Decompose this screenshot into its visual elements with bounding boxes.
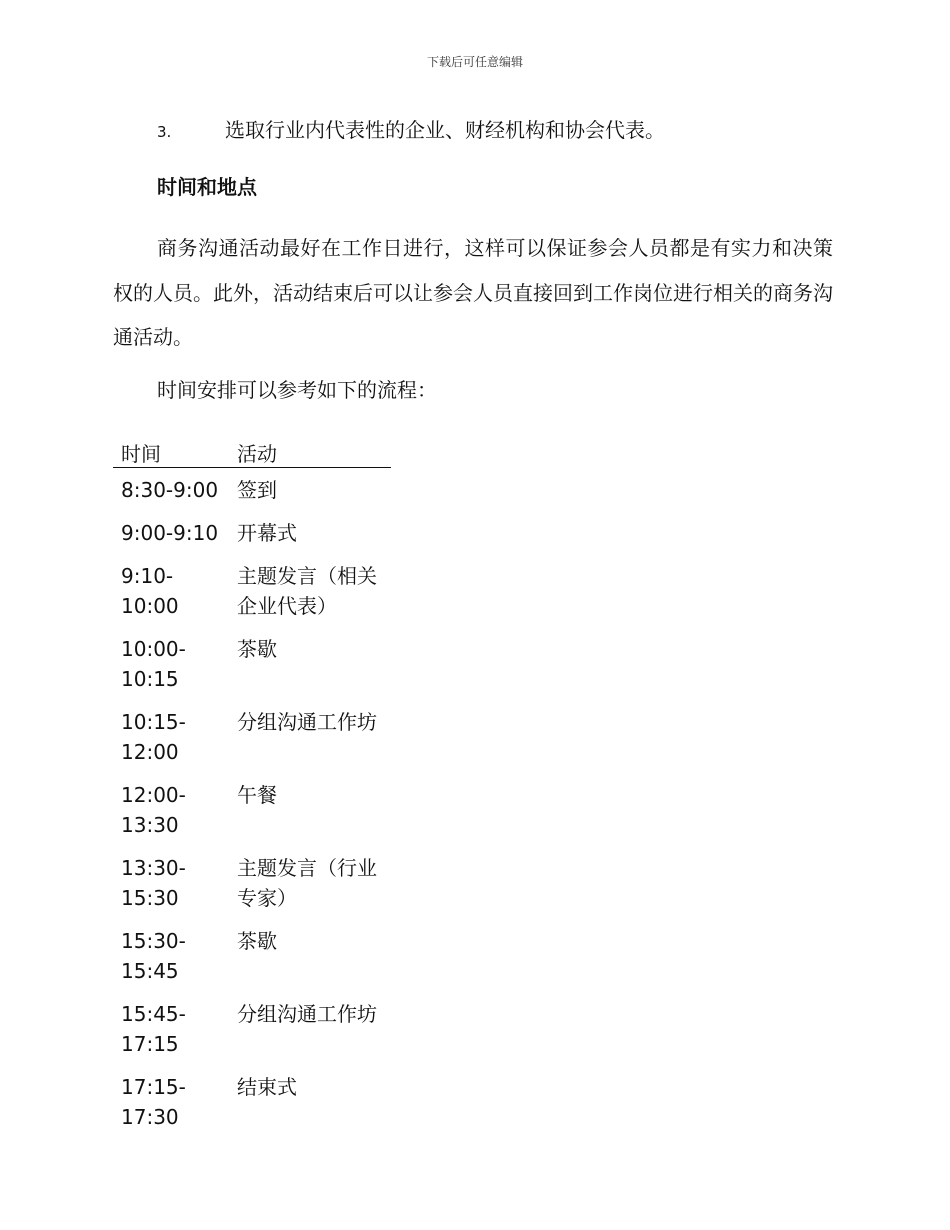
column-header-activity: 活动 xyxy=(229,432,391,468)
table-row xyxy=(113,700,391,773)
table-row xyxy=(113,846,391,919)
table-row xyxy=(113,919,391,992)
numbered-list-item xyxy=(157,116,665,146)
schedule-activity-cell: 开幕式 xyxy=(237,521,297,545)
schedule-activity-cell: 主题发言（相关企业代表） xyxy=(237,564,377,618)
table-header-row xyxy=(113,432,391,468)
schedule-table xyxy=(113,432,391,1138)
column-header-time: 时间 xyxy=(113,432,229,468)
table-row xyxy=(113,1065,391,1138)
section-heading: 时间和地点 xyxy=(157,175,257,199)
page-header: 下载后可任意编辑 xyxy=(426,55,523,69)
table-row xyxy=(113,468,391,512)
schedule-time-cell: 9:00-9:10 xyxy=(121,521,219,545)
table-row xyxy=(113,992,391,1065)
schedule-time-cell: 15:30-15:45 xyxy=(121,929,186,983)
schedule-activity-cell: 茶歇 xyxy=(237,929,277,953)
schedule-time-cell: 15:45-17:15 xyxy=(121,1002,186,1056)
schedule-time-cell: 17:15-17:30 xyxy=(121,1075,186,1129)
schedule-table-body xyxy=(113,468,391,1139)
list-item-text: 选取行业内代表性的企业、财经机构和协会代表。 xyxy=(225,118,665,142)
schedule-time-cell: 10:00-10:15 xyxy=(121,637,186,691)
schedule-time-cell: 8:30-9:00 xyxy=(121,478,219,502)
table-row xyxy=(113,554,391,627)
schedule-activity-cell: 签到 xyxy=(237,478,277,502)
schedule-activity-cell: 茶歇 xyxy=(237,637,277,661)
table-row xyxy=(113,773,391,846)
table-row xyxy=(113,627,391,700)
body-paragraph-2: 时间安排可以参考如下的流程： xyxy=(157,378,437,402)
schedule-activity-cell: 结束式 xyxy=(237,1075,297,1099)
schedule-activity-cell: 分组沟通工作坊 xyxy=(237,1002,377,1026)
list-number: 3. xyxy=(157,123,172,141)
schedule-time-cell: 9:10-10:00 xyxy=(121,564,179,618)
table-row xyxy=(113,511,391,554)
body-paragraph-1: 商务沟通活动最好在工作日进行，这样可以保证参会人员都是有实力和决策权的人员。此外，活动结束后可以让参会人员直接回到工作岗位进行相关的商务沟通活动。 xyxy=(113,236,833,349)
schedule-time-cell: 13:30-15:30 xyxy=(121,856,186,910)
schedule-time-cell: 10:15-12:00 xyxy=(121,710,186,764)
schedule-activity-cell: 分组沟通工作坊 xyxy=(237,710,377,734)
schedule-time-cell: 12:00-13:30 xyxy=(121,783,186,837)
schedule-activity-cell: 午餐 xyxy=(237,783,277,807)
schedule-activity-cell: 主题发言（行业专家） xyxy=(237,856,377,910)
